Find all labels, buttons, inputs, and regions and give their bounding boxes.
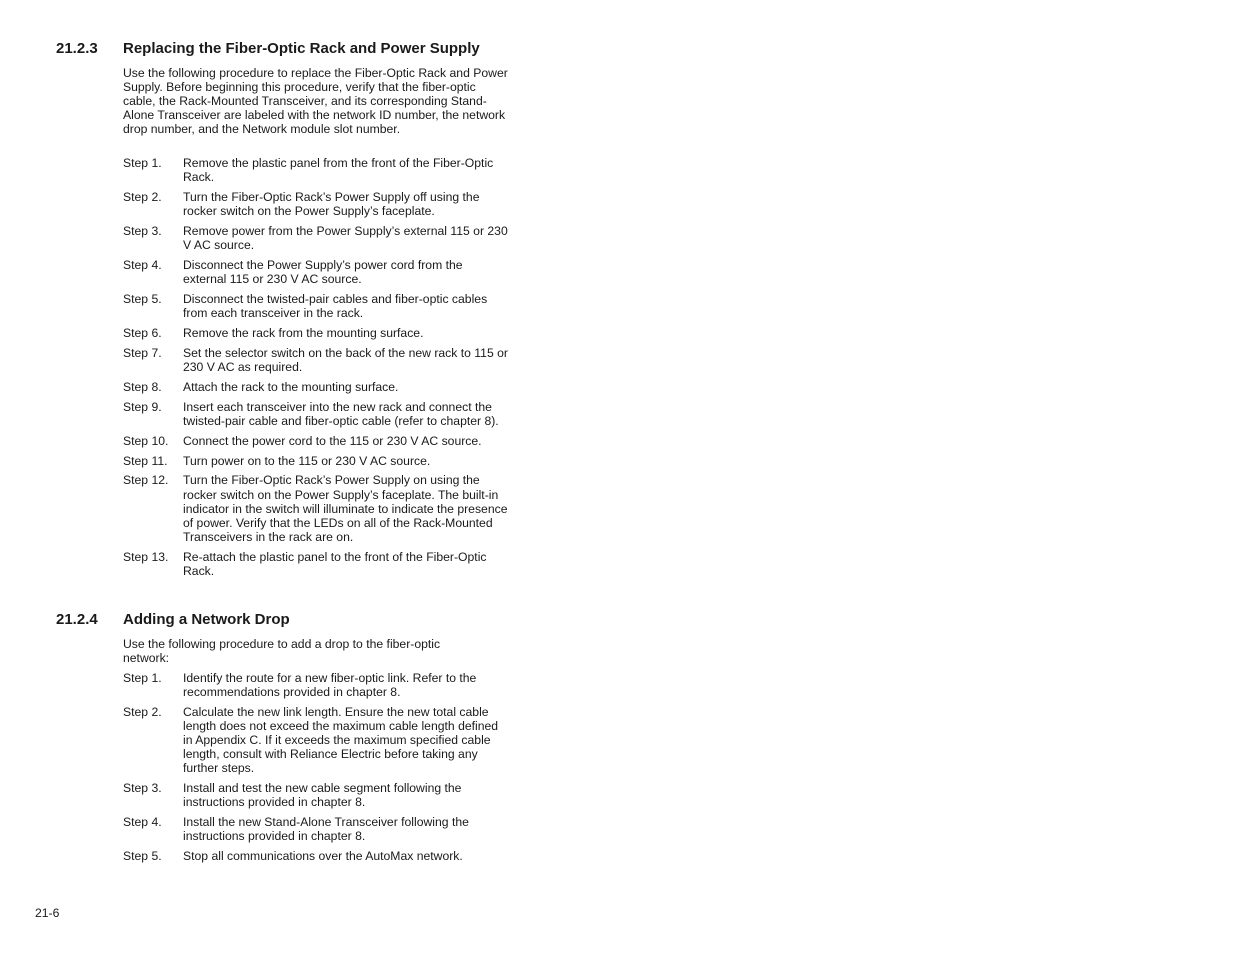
section-intro: Use the following procedure to replace the Fiber-Optic Rack and Power Supply. Before beginning this procedure, verify that the fiber-optic cable, the Rack-Mounted Transceiver, and its corresponding Stand-Alone Transceiver are labeled with the network ID number, the network drop number, and the Network module slot number. — [123, 66, 508, 137]
section-title: Replacing the Fiber-Optic Rack and Power Supply — [123, 40, 480, 57]
step-label: Step 4. — [123, 257, 162, 272]
step-text: Insert each transceiver into the new rack and connect the twisted-pair cable and fiber-optic cable (refer to chapter 8). — [183, 399, 499, 428]
step-label: Step 2. — [123, 704, 162, 719]
list-item — [123, 550, 508, 578]
step-label: Step 5. — [123, 291, 162, 306]
list-item — [123, 473, 508, 543]
list-item — [123, 849, 508, 863]
step-text: Install the new Stand-Alone Transceiver following the instructions provided in chapter 8. — [183, 815, 469, 844]
list-item — [123, 292, 508, 320]
step-text: Install and test the new cable segment following the instructions provided in chapter 8. — [183, 781, 462, 810]
step-text: Turn the Fiber-Optic Rack’s Power Supply off using the rocker switch on the Power Supply’s faceplate. — [183, 189, 480, 219]
list-item — [123, 454, 508, 468]
step-text: Disconnect the twisted-pair cables and fiber-optic cables from each transceiver in the rack. — [183, 291, 488, 321]
list-item — [123, 705, 508, 775]
step-text: Re-attach the plastic panel to the front of the Fiber-Optic Rack. — [183, 549, 487, 578]
step-list-21-2-4 — [123, 671, 508, 869]
step-list-21-2-3 — [123, 156, 508, 584]
step-label: Step 3. — [123, 223, 162, 238]
step-label: Step 8. — [123, 379, 162, 394]
step-text: Identify the route for a new fiber-optic link. Refer to the recommendations provided in chapter 8. — [183, 671, 477, 700]
step-text: Turn power on to the 115 or 230 V AC source. — [183, 453, 431, 468]
step-text: Stop all communications over the AutoMax network. — [183, 849, 463, 864]
step-label: Step 7. — [123, 345, 162, 360]
step-label: Step 10. — [123, 433, 169, 448]
list-item — [123, 434, 508, 448]
list-item — [123, 224, 508, 252]
step-label: Step 9. — [123, 399, 162, 414]
step-text: Disconnect the Power Supply’s power cord from the external 115 or 230 V AC source. — [183, 257, 463, 287]
step-label: Step 4. — [123, 815, 162, 830]
list-item — [123, 781, 508, 809]
list-item — [123, 671, 508, 699]
section-heading-21-2-3 — [56, 40, 480, 58]
list-item — [123, 380, 508, 394]
step-text: Attach the rack to the mounting surface. — [183, 379, 399, 394]
step-text: Connect the power cord to the 115 or 230 V AC source. — [183, 433, 482, 448]
list-item — [123, 156, 508, 184]
step-label: Step 12. — [123, 473, 169, 488]
list-item — [123, 326, 508, 340]
step-label: Step 1. — [123, 671, 162, 685]
list-item — [123, 190, 508, 218]
list-item — [123, 815, 508, 843]
section-intro: Use the following procedure to add a drop to the fiber-optic network: — [123, 637, 441, 666]
step-label: Step 6. — [123, 325, 162, 340]
step-label: Step 2. — [123, 189, 162, 204]
list-item — [123, 346, 508, 374]
step-text: Calculate the new link length. Ensure the new total cable length does not exceed the maximum cable length defined in Appendix C. If it exceeds the maximum specified cable length, consult with Reliance Electric before taking any further steps. — [183, 704, 499, 776]
section-title: Adding a Network Drop — [123, 611, 290, 628]
step-text: Remove the rack from the mounting surface. — [183, 325, 424, 340]
step-label: Step 3. — [123, 781, 162, 796]
step-text: Remove power from the Power Supply’s external 115 or 230 V AC source. — [183, 223, 508, 253]
list-item — [123, 400, 508, 428]
step-text: Set the selector switch on the back of the new rack to 115 or 230 V AC as required. — [183, 345, 508, 374]
section-number: 21.2.4 — [56, 611, 98, 628]
step-text: Turn the Fiber-Optic Rack’s Power Supply on using the rocker switch on the Power Supply’s faceplate. The built-in indicator in the switch will illuminate to indicate the presence of power. Verify that the LEDs on all of the Rack-Mounted Transceivers in the rack are on. — [183, 473, 508, 544]
section-heading-21-2-4 — [56, 611, 290, 629]
step-label: Step 11. — [123, 453, 168, 468]
page-number: 21-6 — [35, 906, 60, 920]
step-label: Step 5. — [123, 849, 162, 864]
step-text: Remove the plastic panel from the front of the Fiber-Optic Rack. — [183, 156, 494, 185]
list-item — [123, 258, 508, 286]
step-label: Step 13. — [123, 549, 169, 564]
section-number: 21.2.3 — [56, 40, 98, 57]
step-label: Step 1. — [123, 156, 162, 170]
